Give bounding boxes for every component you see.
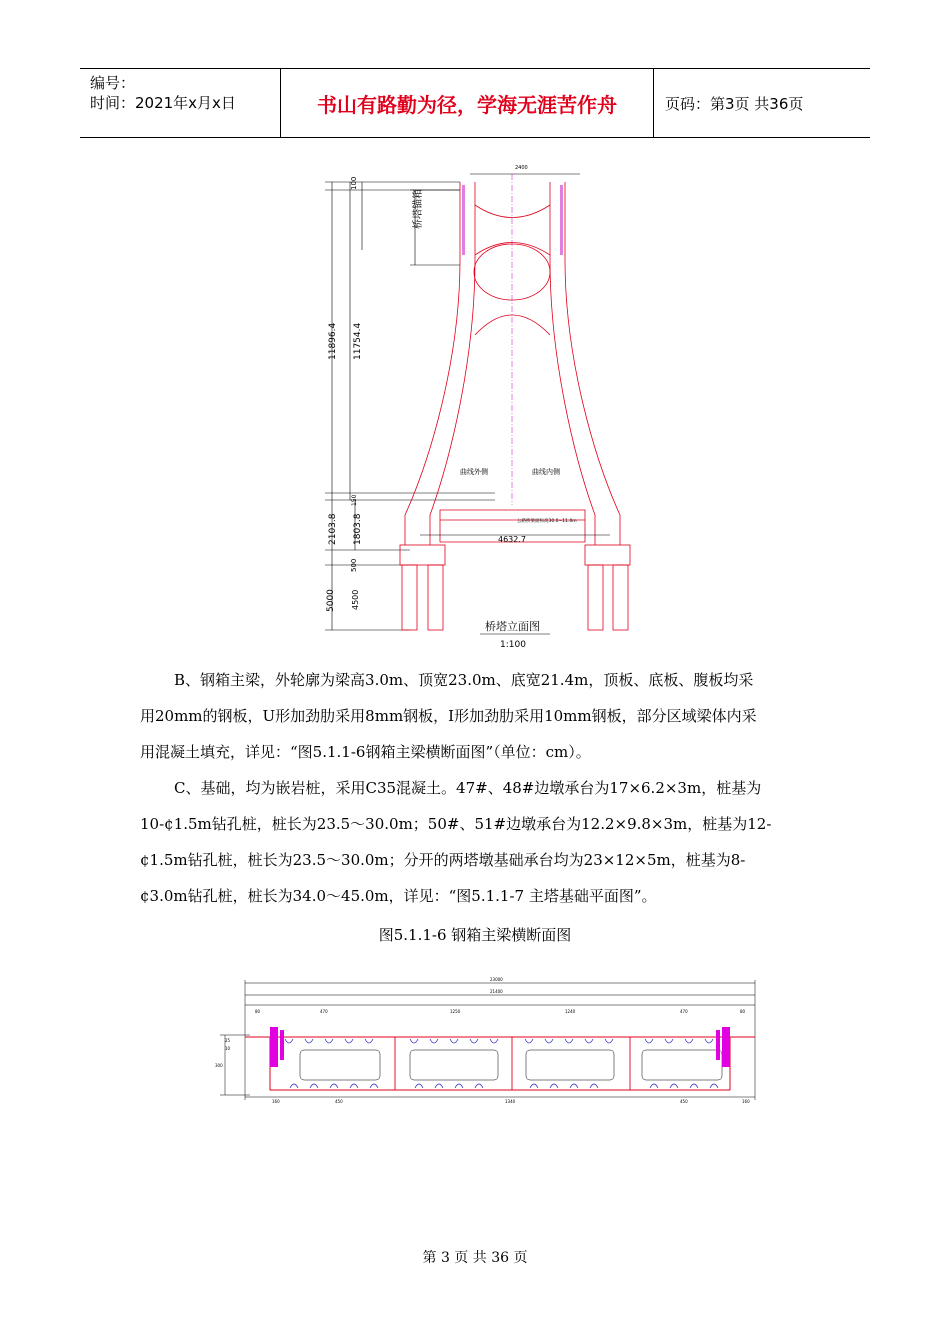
dim-5000: 5000 (326, 589, 336, 612)
dim-bot2: 1340 (505, 1099, 516, 1104)
dim-seg4: 470 (680, 1009, 688, 1014)
dim-column-height: 11754.4 (353, 322, 363, 360)
dim-2103: 2103.8 (328, 513, 338, 545)
fig1-caption: 桥塔立面图 (485, 620, 540, 633)
dim-h1: 25 (225, 1038, 231, 1043)
para-c-line3: ¢1.5m钻孔桩，桩长为23.5～30.0m；分开的两塔墩基础承台均为23×12×5m，桩基为8- (140, 851, 746, 869)
dim-top-inner: 21400 (490, 989, 503, 994)
dim-seg2: 1250 (450, 1009, 461, 1014)
dim-seg3: 1240 (565, 1009, 576, 1014)
dim-girder-height: 300 (215, 1063, 223, 1068)
page-footer: 第 3 页 共 36 页 (422, 1250, 528, 1266)
dim-500: 500 (350, 558, 358, 572)
dim-top-width: 2400 (515, 165, 528, 171)
para-c-line1: C、基础，均为嵌岩桩，采用C35混凝土。47#、48#边墩承台为17×6.2×3m，桩基为 (174, 779, 762, 797)
box-girder-section-drawing (210, 975, 790, 1105)
paragraph-c (140, 770, 810, 914)
tower-elevation-drawing (310, 160, 640, 660)
dim-bottom-right: 160 (742, 1099, 750, 1104)
header-page-info: 页码：第3页 共36页 (665, 94, 804, 113)
label-curve-inner: 曲线内侧 (532, 468, 560, 476)
dim-bot3: 450 (680, 1099, 688, 1104)
paragraph-b (140, 662, 810, 770)
page-header-table (80, 68, 870, 138)
dim-total-height: 11896.4 (328, 322, 338, 360)
para-b-line3: 用混凝土填充，详见：“图5.1.1-6钢箱主梁横断面图”（单位：cm）。 (140, 743, 591, 761)
dim-150: 150 (351, 494, 358, 506)
fig2-caption: 图5.1.1-6 钢箱主梁横断面图 (378, 926, 572, 944)
dim-bot1: 450 (335, 1099, 343, 1104)
doc-number-label: 编号： (90, 74, 136, 92)
dim-1803: 1803.8 (353, 513, 363, 545)
dim-h2: 10 (225, 1046, 231, 1051)
fig1-scale: 1:100 (500, 640, 526, 650)
label-road-elevation: 公路桥梁面标高30.0~11.0m (517, 519, 577, 524)
dim-right-cantilever: 80 (740, 1009, 746, 1014)
dim-left-cantilever: 80 (255, 1009, 261, 1014)
doc-time-label: 时间：2021年x月x日 (90, 94, 236, 112)
header-meta-cell (80, 69, 281, 137)
dim-top-total: 23000 (490, 977, 503, 982)
para-b-line1: B、钢箱主梁，外轮廓为梁高3.0m、顶宽23.0m、底宽21.4m，顶板、底板、腹板均采 (174, 671, 754, 689)
dim-bottom-left: 160 (272, 1099, 280, 1104)
label-curve-outer: 曲线外侧 (460, 468, 488, 476)
label-anchor-box: 桥塔锚箱 (413, 189, 424, 229)
dim-4500: 4500 (351, 589, 360, 610)
para-b-line2: 用20mm的钢板，U形加劲肋采用8mm钢板，I形加劲肋采用10mm钢板，部分区域梁体内采 (140, 707, 757, 725)
dim-base-span: 4632.7 (498, 535, 526, 544)
dim-seg1: 470 (320, 1009, 328, 1014)
para-c-line4: ¢3.0m钻孔桩，桩长为34.0～45.0m，详见：“图5.1.1-7 主塔基础平面图”。 (140, 887, 657, 905)
para-c-line2: 10-¢1.5m钻孔桩，桩长为23.5～30.0m；50#、51#边墩承台为12.2×9.8×3m，桩基为12- (140, 815, 772, 833)
header-motto: 书山有路勤为径，学海无涯苦作舟 (281, 69, 654, 137)
dim-100: 100 (350, 176, 358, 190)
